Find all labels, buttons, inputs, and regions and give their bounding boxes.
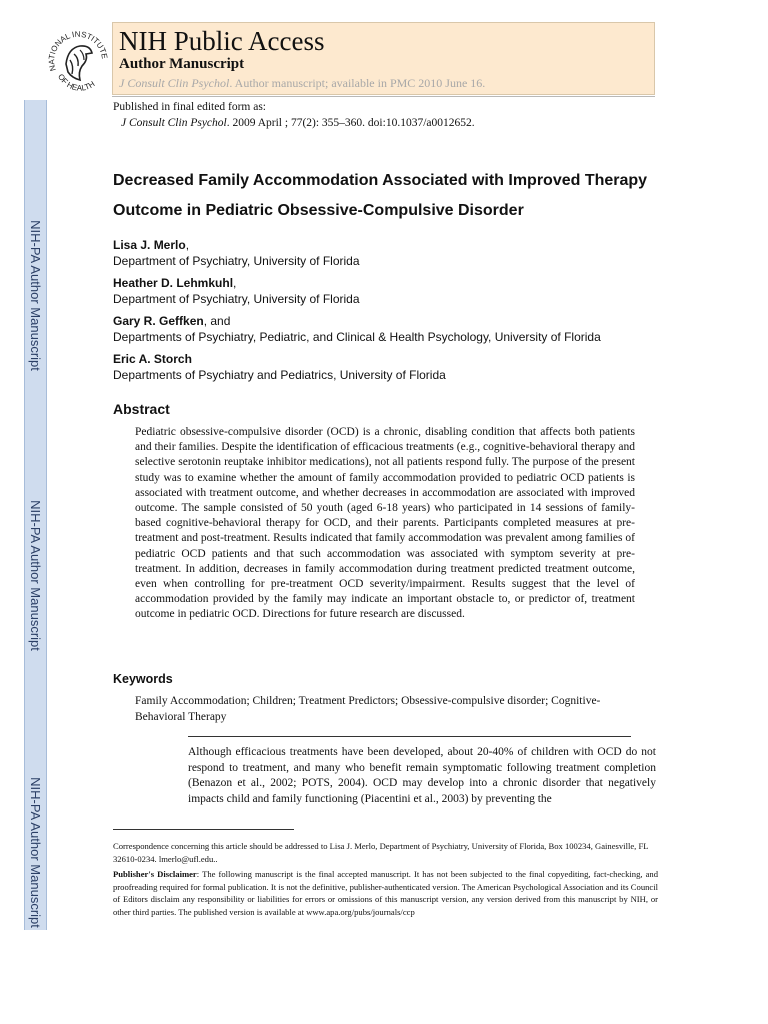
availability-text: . Author manuscript; available in PMC 2010 June 16. <box>229 76 486 90</box>
author-entry <box>113 351 673 383</box>
author-affiliation: Departments of Psychiatry, Pediatric, and Clinical & Health Psychology, University of Florida <box>113 330 601 344</box>
nih-pa-sidebar <box>24 100 47 930</box>
section-divider <box>188 736 631 737</box>
citation-line <box>113 115 475 131</box>
sidebar-label-1 <box>25 195 46 395</box>
sidebar-label-text: NIH-PA Author Manuscript <box>28 219 44 371</box>
logo-text-top: NATIONAL INSTITUTE <box>47 29 110 73</box>
footnote-divider <box>113 829 294 830</box>
author-separator: , <box>185 238 190 252</box>
author-list <box>113 237 673 389</box>
published-label: Published in final edited form as: <box>113 101 266 113</box>
published-citation <box>113 99 475 131</box>
author-entry <box>113 313 673 345</box>
author-entry <box>113 237 673 269</box>
author-name: Heather D. Lehmkuhl <box>113 276 234 290</box>
header-divider <box>112 96 655 97</box>
disclaimer-text: : The following manuscript is the final accepted manuscript. It has not been subjected to the final copyediting, fact-checking, and proofreading required for formal publication. It is not the definitive, publisher-authenticated version. The American Psychological Association and its Council of Editors disclaim any responsibility or liabilities for errors or omissions of this manuscript version, any version derived from this manuscript by NIH, or other third parties. The published version is available at www.apa.org/pubs/journals/ccp <box>113 869 658 917</box>
nih-public-access-header <box>112 22 655 95</box>
author-name: Gary R. Geffken <box>113 314 204 328</box>
author-separator: , and <box>203 314 231 328</box>
sidebar-label-3 <box>25 752 46 952</box>
article-title: Decreased Family Accommodation Associated with Improved Therapy Outcome in Pediatric Obsessive-Compulsive Disorder <box>113 172 648 219</box>
author-affiliation: Department of Psychiatry, University of Florida <box>113 292 360 306</box>
citation-journal: J Consult Clin Psychol <box>121 117 227 129</box>
author-entry <box>113 275 673 307</box>
disclaimer-label: Publisher's Disclaimer <box>113 869 197 879</box>
author-name: Lisa J. Merlo <box>113 238 186 252</box>
sidebar-label-text: NIH-PA Author Manuscript <box>28 499 44 651</box>
journal-name: J Consult Clin Psychol <box>119 76 230 90</box>
author-affiliation: Department of Psychiatry, University of Florida <box>113 254 360 268</box>
citation-details: . 2009 April ; 77(2): 355–360. doi:10.1037/a0012652. <box>226 117 475 129</box>
keywords-heading: Keywords <box>113 672 173 686</box>
logo-text-bottom: OF HEALTH <box>56 72 97 93</box>
abstract-text: Pediatric obsessive-compulsive disorder (OCD) is a chronic, disabling condition that affects both patients and their families. Despite the identification of efficacious treatments (e.g., cognitive-behavioral therapy and selective serotonin reuptake inhibitor medications), not all patients respond fully. The purpose of the present study was to examine whether the amount of family accommodation provided to pediatric OCD patients is associated with treatment outcome, and whether decreases in accommodation are associated with improved outcome. The sample consisted of 50 youth (aged 6-18 years) who participated in 14 sessions of family-based cognitive-behavioral therapy for OCD, and their parents. Participants completed measures at pre-treatment and post-treatment. Results indicated that family accommodation was prevalent among families of pediatric OCD patients and that such accommodation was associated with symptom severity at pre-treatment. In addition, decreases in family accommodation during treatment predicted treatment outcome, even when controlling for pre-treatment OCD severity/impairment. Results suggest that the level of accommodation provided by the family may indicate an important obstacle to, or predictor of, treatment outcome in pediatric OCD. Directions for future research are discussed. <box>135 426 635 621</box>
abstract-heading: Abstract <box>113 401 170 417</box>
author-separator: , <box>233 276 237 290</box>
author-name: Eric A. Storch <box>113 352 192 366</box>
pmc-availability-line <box>119 76 485 91</box>
sidebar-label-2 <box>25 475 46 675</box>
header-title: NIH Public Access <box>119 26 325 56</box>
correspondence-footnote: Correspondence concerning this article should be addressed to Lisa J. Merlo, Department of Psychiatry, University of Florida, Box 100234, Gainesville, FL 32610-0234. lmerlo@ufl.edu.. <box>113 841 649 864</box>
keywords-text: Family Accommodation; Children; Treatment Predictors; Obsessive-compulsive disorder; Cognitive-Behavioral Therapy <box>135 695 601 723</box>
header-subtitle: Author Manuscript <box>119 56 245 72</box>
sidebar-label-text: NIH-PA Author Manuscript <box>28 776 44 928</box>
eagle-profile-icon <box>66 46 92 80</box>
author-affiliation: Departments of Psychiatry and Pediatrics, University of Florida <box>113 368 446 382</box>
intro-paragraph: Although efficacious treatments have been developed, about 20-40% of children with OCD do not respond to treatment, and many who benefit remain symptomatic following treatment completion (Benazon et al., 2002; POTS, 2004). OCD may develop into a chronic disorder that negatively impacts child and family functioning (Piacentini et al., 2003) by preventing the <box>188 746 656 805</box>
nih-logo <box>44 20 112 96</box>
publisher-disclaimer <box>113 868 658 918</box>
